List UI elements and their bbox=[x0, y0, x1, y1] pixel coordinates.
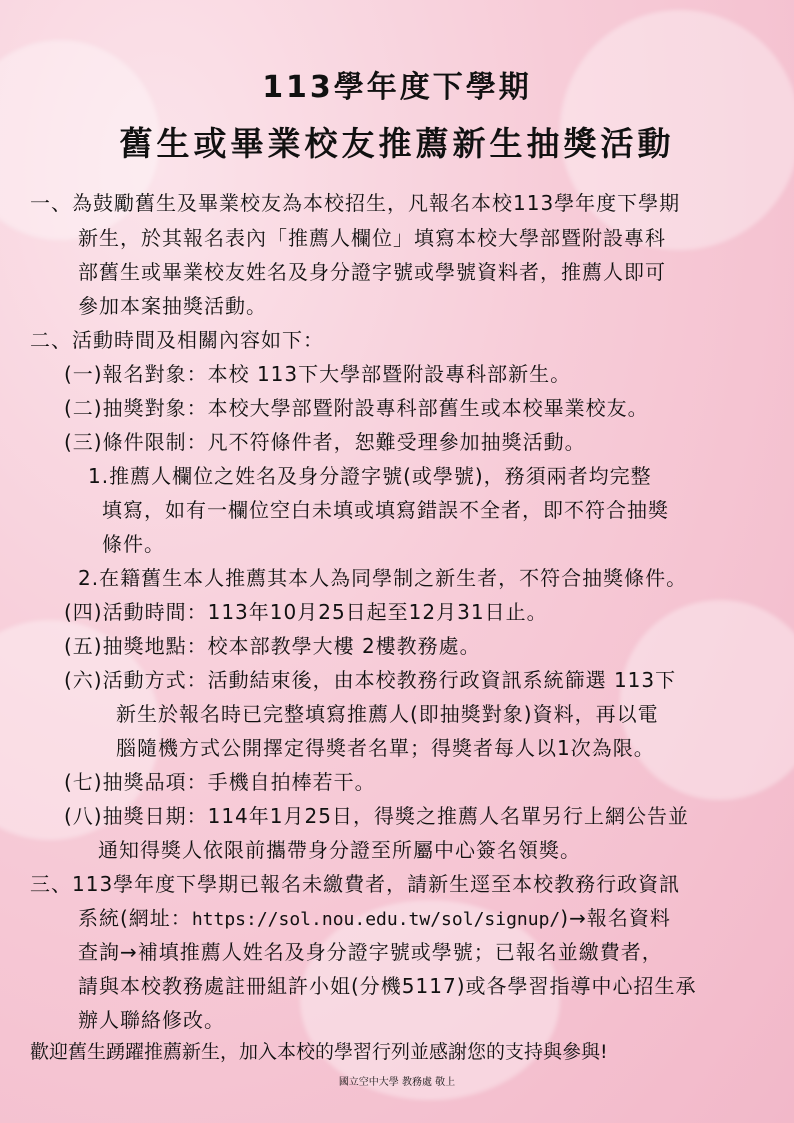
section-2-item-3b: 2.在籍舊生本人推薦其本人為同學制之新生者，不符合抽獎條件。 bbox=[78, 566, 688, 590]
section-3-line-3: 查詢→補填推薦人姓名及身分證字號或學號；已報名並繳費者， bbox=[78, 940, 663, 964]
section-3-line-2 bbox=[78, 905, 671, 933]
section-2-item-7: (七)抽獎品項：手機自拍棒若干。 bbox=[64, 770, 376, 794]
section-2-item-3a-line-2: 填寫，如有一欄位空白未填或填寫錯誤不全者，即不符合抽獎 bbox=[102, 498, 669, 522]
signup-url-link[interactable]: https://sol.nou.edu.tw/sol/signup/ bbox=[191, 909, 561, 930]
closing-signature: 國立空中大學 教務處 敬上 bbox=[338, 1077, 456, 1088]
section-2-item-3a-line-1: 1.推薦人欄位之姓名及身分證字號(或學號)，務須兩者均完整 bbox=[88, 464, 652, 488]
title-line-1: 113學年度下學期 bbox=[262, 70, 532, 105]
section-2-item-1: (一)報名對象：本校 113下大學部暨附設專科部新生。 bbox=[64, 362, 572, 386]
section-2-item-4: (四)活動時間：113年10月25日起至12月31日止。 bbox=[64, 600, 548, 624]
section-3-line-1: 三、113學年度下學期已報名未繳費者，請新生逕至本校教務行政資訊 bbox=[30, 872, 681, 896]
section-2-item-3a-line-3: 條件。 bbox=[102, 532, 165, 556]
section-2-item-5: (五)抽獎地點：校本部教學大樓 2樓教務處。 bbox=[64, 634, 481, 658]
section-3-line-4: 請與本校教務處註冊組許小姐(分機5117)或各學習指導中心招生承 bbox=[78, 974, 697, 998]
section-2-item-6-line-1: (六)活動方式：活動結束後，由本校教務行政資訊系統篩選 113下 bbox=[64, 668, 677, 692]
section-3-line-2-suffix: )→報名資料 bbox=[560, 906, 671, 930]
section-1-line-2: 新生，於其報名表內「推薦人欄位」填寫本校大學部暨附設專科 bbox=[78, 226, 666, 250]
section-2-title: 二、活動時間及相關內容如下： bbox=[30, 328, 324, 352]
closing-welcome: 歡迎舊生踴躍推薦新生，加入本校的學習行列並感謝您的支持與參與! bbox=[30, 1041, 608, 1063]
section-2-item-3: (三)條件限制：凡不符條件者，恕難受理參加抽獎活動。 bbox=[64, 430, 586, 454]
section-2-item-8-line-1: (八)抽獎日期：114年1月25日，得獎之推薦人名單另行上網公告並 bbox=[64, 804, 689, 828]
section-3-line-2-prefix: 系統(網址： bbox=[78, 906, 192, 930]
title-line-2: 舊生或畢業校友推薦新生抽獎活動 bbox=[119, 124, 675, 163]
section-1-line-1: 一、為鼓勵舊生及畢業校友為本校招生，凡報名本校113學年度下學期 bbox=[30, 191, 681, 215]
section-2-item-6-line-3: 腦隨機方式公開擇定得獎者名單；得獎者每人以1次為限。 bbox=[116, 736, 655, 760]
section-2-item-6-line-2: 新生於報名時已完整填寫推薦人(即抽獎對象)資料，再以電 bbox=[116, 702, 659, 726]
section-2-item-2: (二)抽獎對象：本校大學部暨附設專科部舊生或本校畢業校友。 bbox=[64, 396, 649, 420]
section-3-line-5: 辦人聯絡修改。 bbox=[78, 1008, 225, 1032]
section-1-line-3: 部舊生或畢業校友姓名及身分證字號或學號資料者，推薦人即可 bbox=[78, 260, 666, 284]
section-1-line-4: 參加本案抽獎活動。 bbox=[78, 294, 267, 318]
section-2-item-8-line-2: 通知得獎人依限前攜帶身分證至所屬中心簽名領獎。 bbox=[98, 838, 581, 862]
